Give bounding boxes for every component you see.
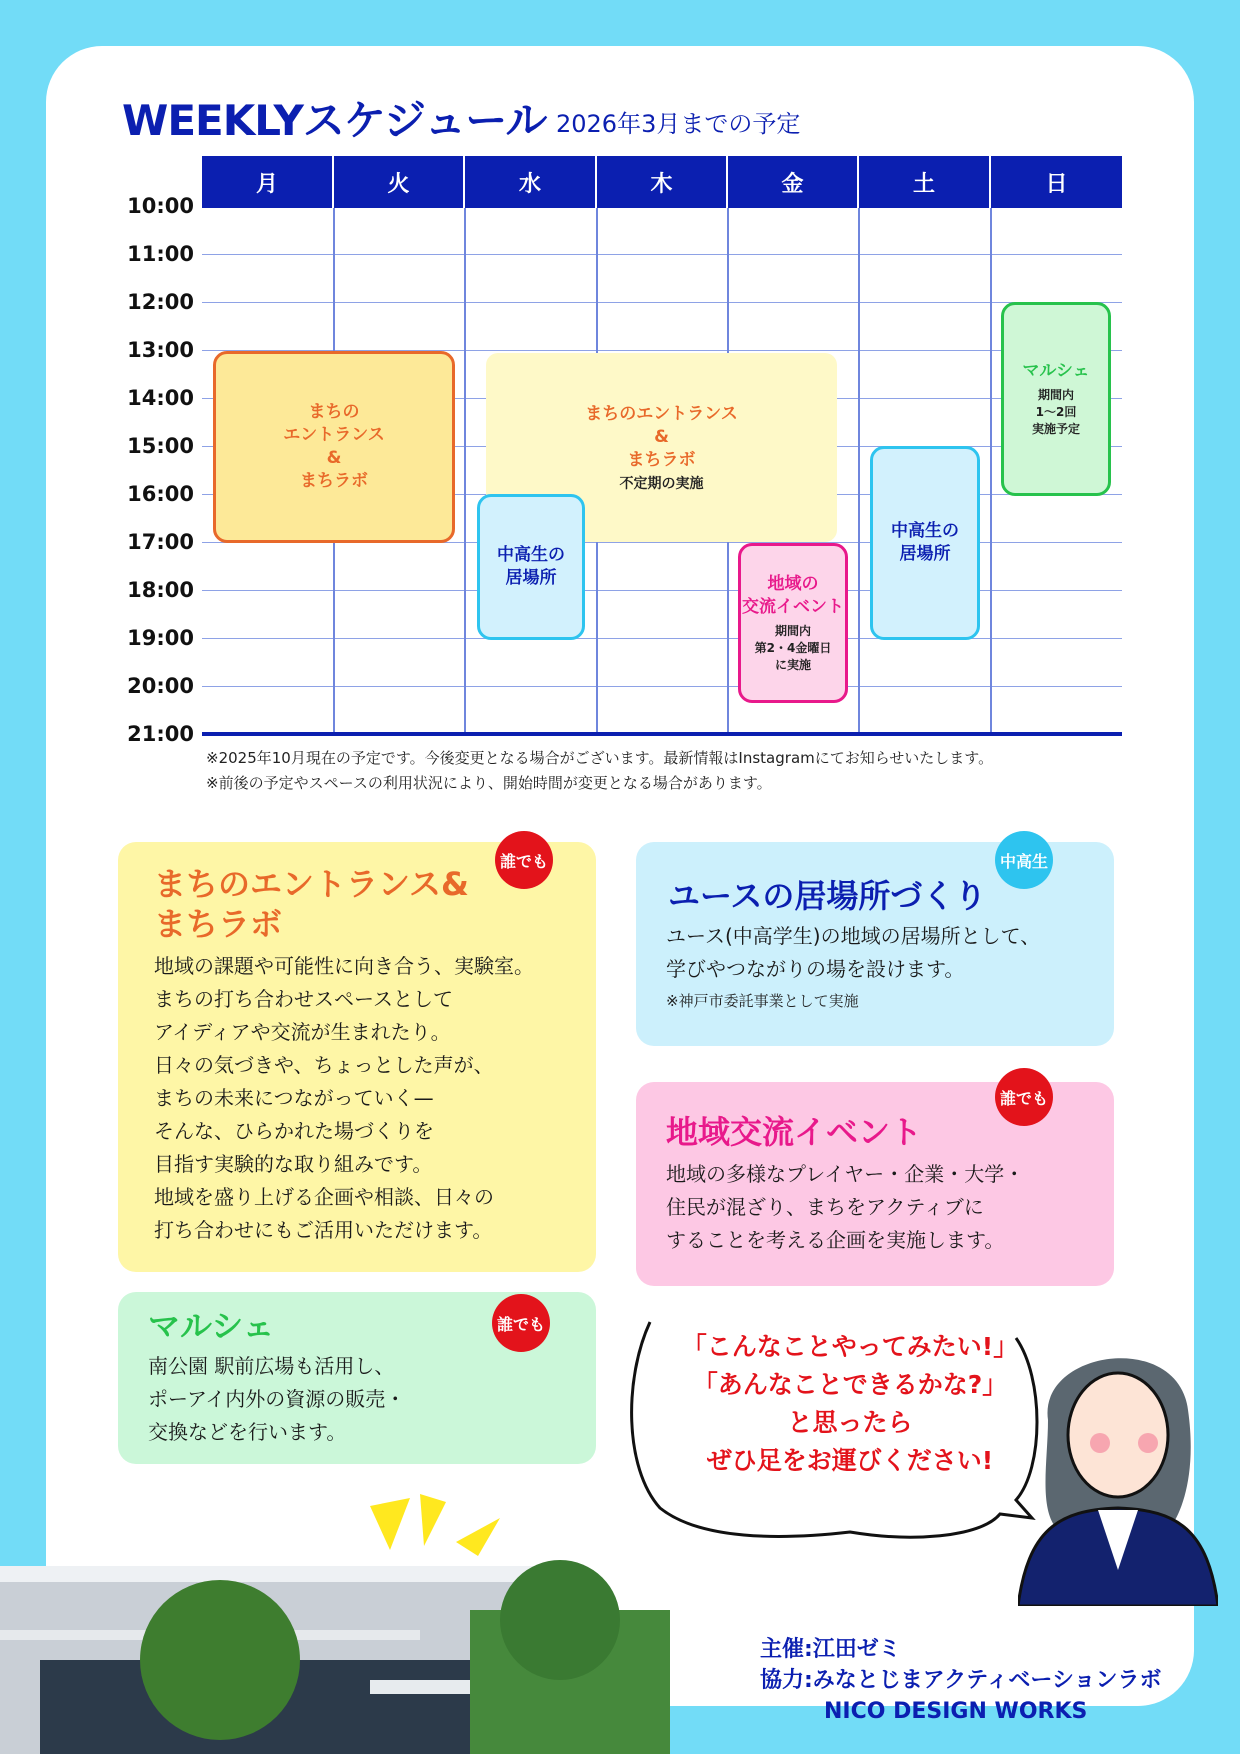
- page-title: WEEKLYスケジュール: [122, 96, 547, 145]
- card-body: 地域の多様なプレイヤー・企業・大学・ 住民が混ざり、まちをアクティブに することを考える企画を実施します。: [666, 1162, 1025, 1252]
- cheek: [1090, 1433, 1110, 1453]
- day-fri: 金: [728, 156, 859, 208]
- hour-label: 14:00: [127, 386, 194, 410]
- event-note: 不定期の実施: [619, 475, 704, 492]
- hour-label: 21:00: [127, 722, 194, 746]
- event-entrance-monday: [213, 351, 455, 543]
- hour-label: 12:00: [127, 290, 194, 314]
- badge-youth: 中高生: [995, 831, 1053, 889]
- grid-line: [202, 254, 1122, 255]
- bubble-message: 「こんなことやってみたい!」 「あんなことできるかな?」 と思ったら ぜひ足をお運びください!: [681, 1332, 1019, 1475]
- tree: [140, 1580, 300, 1740]
- cooperation-2: NICO DESIGN WORKS: [824, 1699, 1088, 1724]
- card-title: ユースの居場所づくり: [668, 877, 987, 915]
- burst-mark: [420, 1494, 446, 1546]
- grid-column-line: [464, 208, 466, 734]
- hour-label: 10:00: [127, 194, 194, 218]
- hour-label: 13:00: [127, 338, 194, 362]
- badge-everyone: 誰でも: [995, 1068, 1053, 1126]
- page-subtitle: 2026年3月までの予定: [556, 110, 801, 138]
- grid-line: [202, 302, 1122, 303]
- badge-everyone: 誰でも: [495, 831, 553, 889]
- hour-label: 16:00: [127, 482, 194, 506]
- building-roof: [0, 1566, 560, 1582]
- event-title: マルシェ: [1022, 361, 1090, 381]
- card-body: 地域の課題や可能性に向き合う、実験室。 まちの打ち合わせスペースとして アイディアや交流が生まれたり。 日々の気づきや、ちょっとした声が、 まちの未来につながっていく— そんな、ひらかれた場づくりを 目指す実験的な取り組みです。 地域を盛り上げる企画や相談、日々の 打ち合わせにもご活用いただけます。: [154, 954, 534, 1242]
- hour-label: 18:00: [127, 578, 194, 602]
- grid-line: [202, 638, 1122, 639]
- burst-mark: [456, 1518, 500, 1556]
- card-note: ※神戸市委託事業として実施: [666, 992, 859, 1010]
- cooperation: 協力:みなとじまアクティベーションラボ: [760, 1668, 1162, 1693]
- event-title: まちの エントランス & まちラボ: [283, 402, 385, 491]
- day-mon: 月: [202, 156, 334, 208]
- card-body: 南公園 駅前広場も活用し、 ポーアイ内外の資源の販売・ 交換などを行います。: [148, 1354, 406, 1444]
- event-marche-sunday: [1001, 302, 1111, 496]
- day-sun: 日: [991, 156, 1122, 208]
- card-entrance: [118, 842, 596, 1272]
- event-note: 期間内 1〜2回 実施予定: [1031, 388, 1080, 436]
- schedule-notes: [206, 746, 993, 796]
- hour-label: 11:00: [127, 242, 194, 266]
- badge-everyone: 誰でも: [492, 1294, 550, 1352]
- event-note: 期間内 第2・4金曜日 に実施: [754, 623, 832, 672]
- event-title: まちのエントランス & まちラボ: [585, 403, 738, 470]
- event-title: 中高生の 居場所: [497, 545, 565, 588]
- credits: [760, 1634, 1162, 1727]
- card-title: 地域交流イベント: [666, 1113, 923, 1151]
- grid-column-line: [990, 208, 992, 734]
- grid-line: [202, 686, 1122, 687]
- burst-mark: [370, 1498, 410, 1550]
- grid-bottom-line: [202, 732, 1122, 736]
- note-line: ※前後の予定やスペースの利用状況により、開始時間が変更となる場合があります。: [206, 774, 772, 792]
- woman-illustration: [1018, 1330, 1218, 1606]
- day-thu: 木: [597, 156, 728, 208]
- event-community-friday: [738, 543, 848, 703]
- grid-column-line: [858, 208, 860, 734]
- day-tue: 火: [334, 156, 465, 208]
- organizer: 主催:江田ゼミ: [760, 1637, 901, 1662]
- card-body: ユース(中高学生)の地域の居場所として、 学びやつながりの場を設けます。: [666, 924, 1041, 981]
- grid-line: [202, 590, 1122, 591]
- hour-label: 20:00: [127, 674, 194, 698]
- hour-label: 17:00: [127, 530, 194, 554]
- hour-label: 15:00: [127, 434, 194, 458]
- cheek: [1138, 1433, 1158, 1453]
- event-title: 中高生の 居場所: [891, 521, 959, 564]
- event-youth-saturday: [870, 446, 980, 640]
- event-youth-wednesday: [477, 494, 585, 640]
- card-title: まちのエントランス& まちラボ: [154, 865, 469, 943]
- event-title: 地域の 交流イベント: [742, 573, 844, 617]
- card-title: マルシェ: [148, 1307, 275, 1345]
- day-wed: 水: [465, 156, 597, 208]
- note-line: ※2025年10月現在の予定です。今後変更となる場合がございます。最新情報はInstagramにてお知らせいたします。: [206, 749, 994, 767]
- hour-label: 19:00: [127, 626, 194, 650]
- day-sat: 土: [859, 156, 991, 208]
- building-photo: [0, 1480, 680, 1754]
- tree: [500, 1560, 620, 1680]
